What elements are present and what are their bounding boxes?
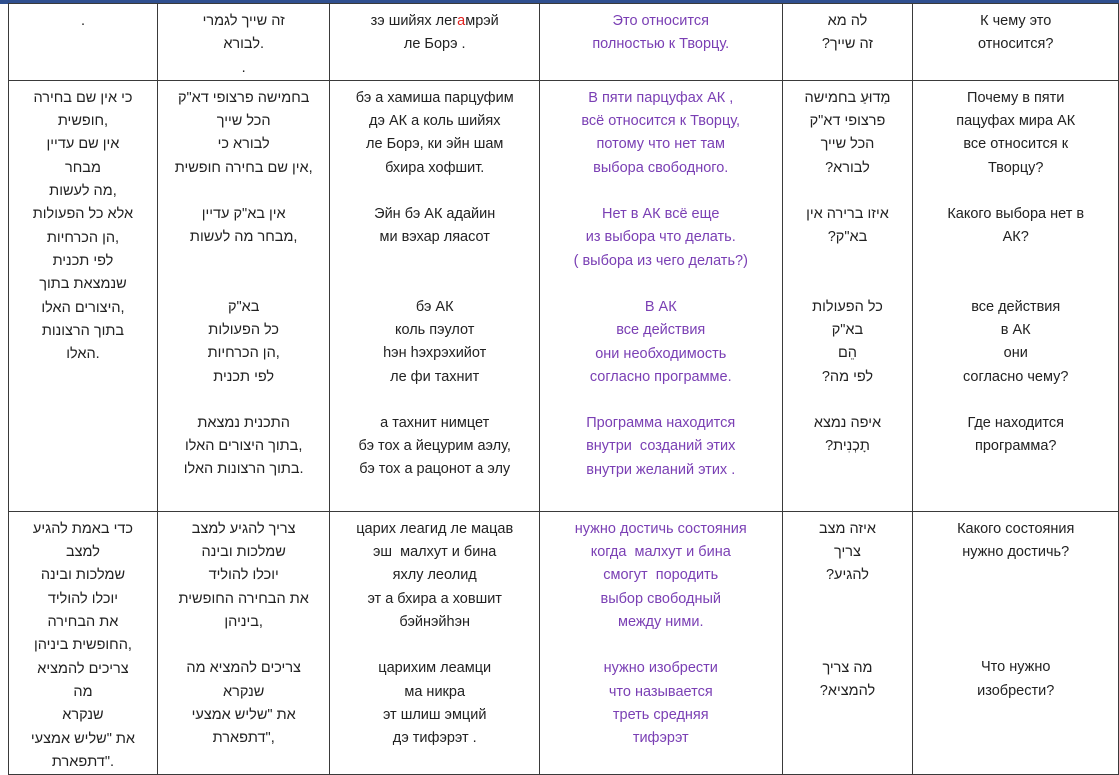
cell-line: בא"ק [831,321,864,338]
cell-line: они необходимость [595,345,727,362]
cell-line [787,588,909,611]
cell-line: царих леагид ле мацав [356,520,514,537]
cell-line [787,250,909,273]
cell-line: .לבורא [223,36,265,53]
cell-line [334,634,535,657]
cell-line: дэ АК а коль шийях [368,113,501,130]
cell-line: לפי תכנית [52,252,114,269]
cell-line: הֵם [837,345,857,362]
cell-line: треть средняя [612,706,709,723]
cell-line: כל הפעולות [208,321,280,338]
cell-line: Нет в АК всё еще [602,206,720,223]
cell-line: бэ тох а рацонот а элу [359,461,511,478]
cell-line: коль пэулот [394,321,475,338]
cell-line: מַדוּעַ בחמישה [804,89,891,106]
cell-line: в АК [1000,321,1031,338]
cell-line [334,273,535,296]
cell-line: В АК [644,298,677,315]
cell-russian-text [539,80,782,511]
cell-line: ."דתפארת [51,753,114,770]
cell-line: ,הן הכרחיות [207,345,280,362]
cell-line: из выбора что делать. [585,229,736,246]
cell-hebrew-question [782,4,913,81]
cell-line: לבורא כי [217,136,270,153]
cell-line [917,610,1114,633]
cell-line: למצב [65,544,100,561]
cell-line: כדי באמת להגיע [32,520,134,537]
cell-line: эш малхут и бина [373,544,497,561]
cell-line: ,מה לעשות [49,183,117,200]
cell-line: בא"ק? [827,229,868,246]
cell-line: ле фи тахнит [390,368,480,385]
cell-line: выбора свободного. [593,159,729,176]
cell-line: Почему в пяти [967,89,1065,106]
table-row [9,80,1119,511]
cell-line: программа? [974,438,1057,455]
cell-line: אלא כל הפעולות [32,206,134,223]
cell-line: יוכלו להוליד [47,590,119,607]
cell-line: איזו ברירה אין [806,206,889,223]
cell-line [787,634,909,657]
cell-line: יוכלו להוליד [208,567,279,584]
cell-line: אין בא"ק עדיין [201,206,286,223]
cell-line: ,חופשית [57,113,109,130]
cell-transliteration [330,80,540,511]
cell-transliteration [330,4,540,81]
cell-line: между ними. [617,614,704,631]
cell-line [162,273,326,296]
cell-line: все действия [616,322,706,339]
cell-line: бэ тох а йецурим аэлу, [358,438,511,455]
cell-line: К чему это [980,13,1052,29]
cell-line: התכנית נמצאת [197,414,290,431]
cell-line: а тахнит нимцет [380,414,490,431]
cell-line: смогут породить [603,567,719,584]
cell-line: ,היצורים האלו [41,299,125,316]
cell-line [544,273,778,296]
cell-line: согласно программе. [589,368,732,385]
cell-line: все относится к [963,136,1069,153]
cell-line: לבורא? [825,159,870,176]
cell-line: איפה נמצא [813,414,882,431]
cell-line: שנמצאת בתוך [39,276,127,293]
cell-line: .בתוך הרצונות האלו [183,461,304,478]
cell-line: . [241,59,246,76]
cell-hebrew-explanation [9,511,158,774]
cell-line: полностью к Творцу. [592,36,730,53]
cell-line: Где находится [967,414,1064,431]
cell-line: בחמישה פרצופי דא"ק [177,89,310,106]
cell-line [162,250,326,273]
cell-line: нужно достичь состояния [574,520,747,537]
cell-line: ,החופשית ביניהן [33,637,132,654]
cell-russian-question [913,4,1119,81]
cell-line: они [1003,345,1028,362]
cell-line: ле Борэ . [403,36,466,53]
cell-line: בא"ק [227,298,260,315]
cell-hebrew-explanation [9,4,158,81]
cell-line: שמלכות ובינה [201,544,286,561]
cell-line: эт а бхира а ховшит [367,590,502,607]
cell-line: את "שליש אמצעי [30,730,136,747]
cell-line: Какого состояния [957,520,1075,537]
cell-line [544,634,778,657]
cell-line: Какого выбора нет в [947,206,1085,223]
cell-line: яхлу леолид [392,567,477,584]
cell-line: זה שייך? [821,36,874,53]
cell-line: זה שייך לגמרי [202,13,285,29]
cell-line [917,564,1114,587]
cell-line: .האלו [66,346,100,363]
cell-line [334,250,535,273]
cell-line: внутри созданий этих [586,438,736,455]
cell-line: מה צריך [822,659,873,676]
cell-line: ,"דתפארת [212,730,275,747]
cell-line: выбор свободный [600,590,721,607]
cell-line: царихим леамци [378,660,492,677]
cell-line: איזה מצב [818,520,876,537]
table-row [9,511,1119,774]
cell-line: צריך להגיע למצב [191,520,296,537]
cell-line [917,633,1114,656]
cell-line: ма никра [404,683,466,700]
cell-russian-text [539,511,782,774]
cell-line [162,389,326,412]
cell-line: את הבחירה החופשית [178,590,309,607]
cell-hebrew-question [782,80,913,511]
cell-line: ,אין שם בחירה חופשית [174,159,313,176]
cell-line: изобрести? [977,682,1055,699]
cell-line: Что нужно [981,659,1051,676]
cell-line: תָכְנִית? [825,438,870,455]
cell-line: бэ АК [415,298,454,315]
cell-line: מה [73,683,93,700]
cell-line: שנקרא [223,683,265,700]
cell-line: ми вэхар ляасот [379,229,490,246]
cell-line: все действия [971,298,1061,315]
cell-line: Эйн бэ АК адайин [374,206,496,223]
cell-line [544,389,778,412]
table-row [9,4,1119,81]
cell-line: מבחר [64,159,101,176]
cell-line: нужно достичь? [962,544,1070,561]
cell-line: כל הפעולות [812,298,883,315]
cell-line: ле Борэ, ки эйн шам [366,136,504,153]
cell-transliteration [330,511,540,774]
cell-line: нужно изобрести [603,660,718,677]
cell-line: צריך [834,544,861,561]
cell-line: את "שליש אמצעי [191,706,296,723]
cell-line: לה מא [827,13,868,29]
cell-line: . [80,13,85,29]
cell-line: когда малхут и бина [590,544,731,561]
cell-line: всё относится к Творцу, [581,113,741,130]
cell-hebrew-text [157,80,330,511]
cell-line: зэ шийях легамрэй [370,13,499,29]
cell-line: ,מבחר מה לעשות [189,229,298,246]
cell-line [162,180,326,203]
cell-line: הכל שייך [820,136,875,153]
cell-line: потому что нет там [596,136,725,153]
cell-line: ,הן הכרחיות [46,229,120,246]
cell-line: את הבחירה [47,614,119,631]
cell-line: тифэрэт [632,730,689,747]
cell-line [787,389,909,412]
cell-line: לפי מה? [821,368,874,385]
cell-line: В пяти парцуфах АК , [588,89,734,106]
cell-line: относится? [977,36,1054,53]
cell-line: hэн hэхрэхийот [383,345,487,362]
cell-line [162,634,326,657]
cell-line [544,180,778,203]
cell-line: внутри желаний этих . [586,461,736,478]
cell-line [787,273,909,296]
cell-line: Творцу? [987,159,1044,176]
cell-line: שנקרא [62,707,104,724]
cell-line [917,180,1114,203]
cell-line: согласно чему? [963,368,1069,385]
cell-line: בתוך הרצונות [41,322,125,339]
cell-line: Это относится [612,13,709,29]
cell-hebrew-text [157,4,330,81]
cell-line: эт шлиш эмций [382,706,487,723]
cell-line [917,273,1114,296]
cell-line [917,250,1114,273]
cell-russian-text [539,4,782,81]
cell-line: дэ тифэрэт . [392,730,477,747]
cell-russian-question [913,80,1119,511]
cell-line [787,180,909,203]
cell-line: АК? [1002,229,1029,246]
cell-line: צריכים להמציא [37,660,129,677]
cell-line: שמלכות ובינה [40,567,126,584]
cell-line [334,180,535,203]
cell-line: להמציא? [819,683,876,700]
cell-russian-question [913,511,1119,774]
cell-line [787,611,909,634]
cell-line: пацуфах мира АК [956,113,1076,130]
cell-line: что называется [608,683,713,700]
cell-line: כי אין שם בחירה [33,89,133,106]
cell-hebrew-explanation [9,80,158,511]
cell-line: לפי תכנית [213,368,275,385]
cell-line: להגיע? [825,567,869,584]
cell-line [917,587,1114,610]
cell-hebrew-question [782,511,913,774]
cell-line [917,389,1114,412]
translation-table [8,3,1119,775]
cell-line: ( выбора из чего делать?) [573,252,748,269]
cell-line: бэйнэйhэн [399,614,471,631]
cell-line: פרצופי דא"ק [809,113,886,130]
cell-line: צריכים להמציא מה [186,660,301,677]
cell-line: ,בתוך היצורים האלו [184,438,303,455]
cell-line: бхира хофшит. [385,159,485,176]
cell-line: Программа находится [586,415,736,432]
cell-line: ,ביניהן [224,614,263,631]
cell-line: הכל שייך [216,113,271,130]
cell-line: אין שם עדיין [46,136,120,153]
cell-line: бэ а хамиша парцуфим [355,89,514,106]
cell-line [334,389,535,412]
cell-hebrew-text [157,511,330,774]
